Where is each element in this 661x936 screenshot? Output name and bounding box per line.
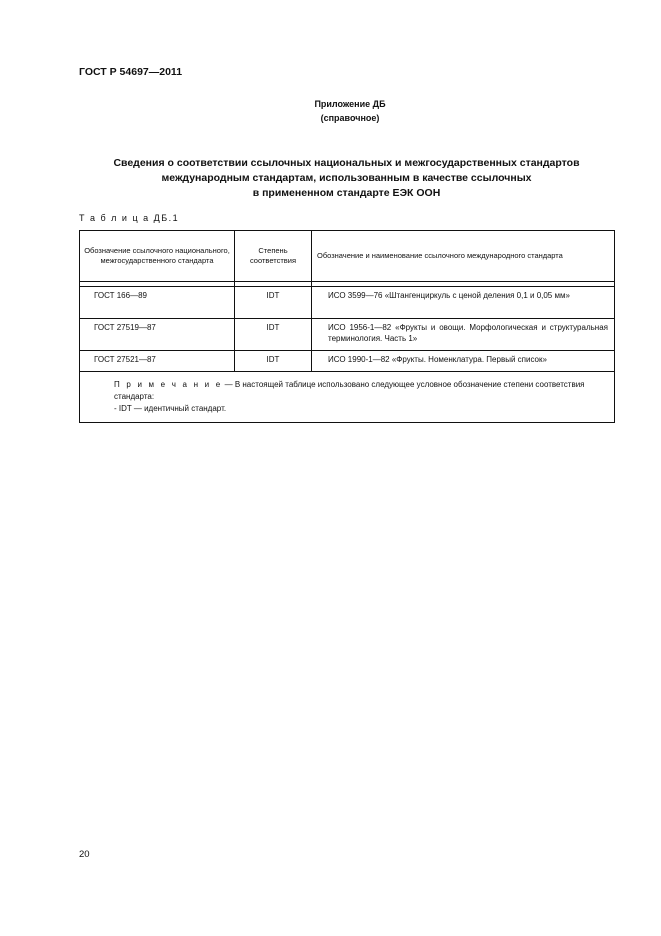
table-row — [80, 351, 615, 372]
appendix-type: (справочное) — [320, 113, 380, 123]
note-paragraph — [86, 379, 598, 403]
cell-international — [312, 351, 615, 372]
cell-degree: IDT — [235, 319, 312, 351]
appendix-heading — [280, 97, 420, 125]
note-label: П р и м е ч а н и е — [114, 380, 223, 389]
title-line: в примененном стандарте ЕЭК ООН — [252, 187, 441, 199]
section-title — [79, 156, 614, 201]
cell-degree: IDT — [235, 351, 312, 372]
table-header-row — [80, 231, 615, 282]
header-national-standard: Обозначение ссылочного национального, межгосударственного стандарта — [80, 231, 235, 282]
table-row — [80, 287, 615, 319]
document-code: ГОСТ Р 54697—2011 — [79, 66, 183, 78]
cell-international — [312, 287, 615, 319]
table-note — [80, 372, 615, 423]
cell-international-text: ИСО 3599—76 «Штангенциркуль с ценой деления 0,1 и 0,05 мм» — [328, 291, 570, 300]
appendix-title: Приложение ДБ — [314, 99, 386, 109]
cell-international — [312, 319, 615, 351]
header-international-standard: Обозначение и наименование ссылочного международного стандарта — [312, 231, 615, 282]
note-text: — В настоящей таблице использовано следующее условное обозначение степени соответствия стандарта: — [114, 380, 585, 401]
cell-international-text: ИСО 1956-1—82 «Фрукты и овощи. Морфологическая и структуральная терминология. Часть 1» — [328, 323, 608, 343]
cell-international-text: ИСО 1990-1—82 «Фрукты. Номенклатура. Первый список» — [328, 355, 547, 364]
cell-national: ГОСТ 166—89 — [80, 287, 235, 319]
title-line: Сведения о соответствии ссылочных национальных и межгосударственных стандартов — [113, 157, 580, 169]
standards-table — [79, 230, 615, 423]
cell-national: ГОСТ 27519—87 — [80, 319, 235, 351]
table-row — [80, 319, 615, 351]
table-caption: Т а б л и ц а ДБ.1 — [79, 213, 180, 223]
cell-degree: IDT — [235, 287, 312, 319]
page-number: 20 — [79, 849, 90, 860]
cell-national: ГОСТ 27521—87 — [80, 351, 235, 372]
header-degree: Степень соответствия — [235, 231, 312, 282]
title-line: международным стандартам, использованным в качестве ссылочных — [161, 172, 532, 184]
note-item: - IDT — идентичный стандарт. — [114, 404, 227, 413]
table-note-row — [80, 372, 615, 423]
